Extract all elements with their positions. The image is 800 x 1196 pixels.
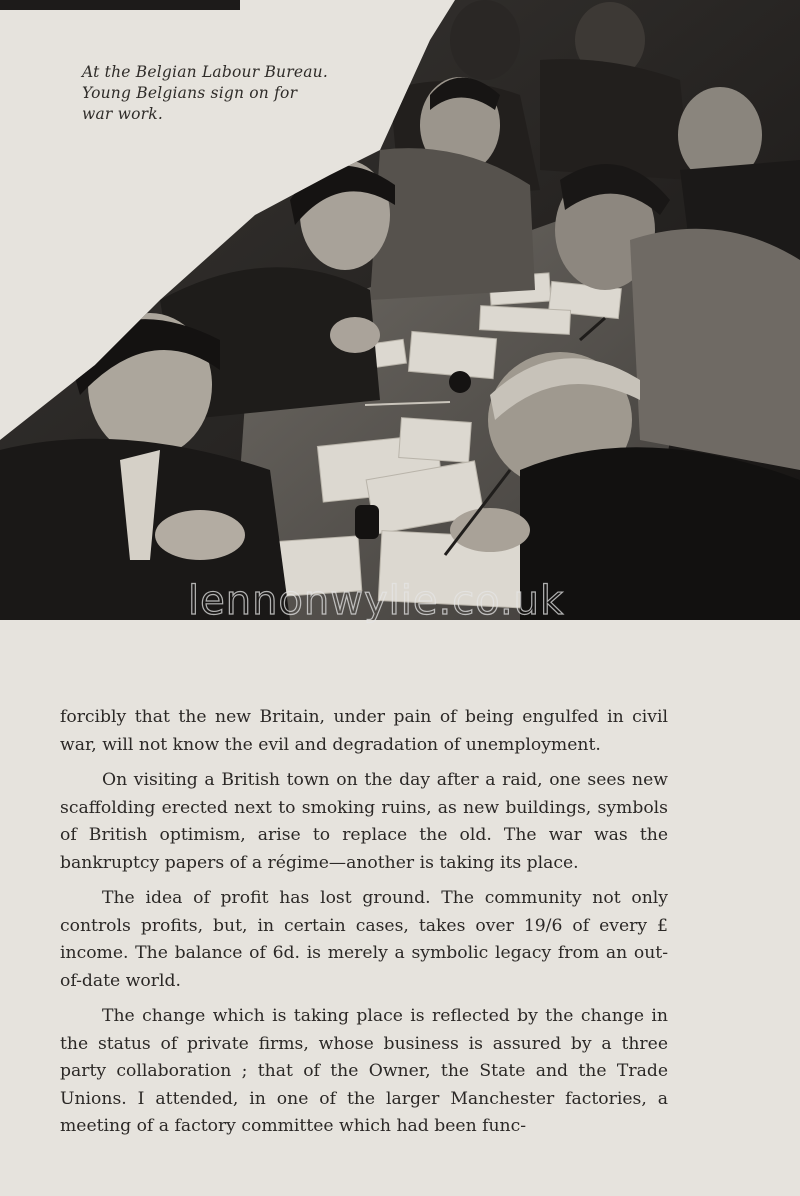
- caption-line: At the Belgian Labour Bureau.: [82, 63, 328, 81]
- paragraph: On visiting a British town on the day after a raid, one sees new scaffolding erected next to smoking ruins, as new buildings, symbols of British optimism, arise to replace the old. The war was the bankruptcy papers of a régime—another is taking its place.: [60, 770, 668, 873]
- caption-line: Young Belgians sign on for: [82, 84, 298, 102]
- photo-caption: [82, 62, 342, 125]
- watermark: lennonwylie.co.uk: [188, 578, 565, 624]
- paragraph: The change which is taking place is reflected by the change in the status of private firms, whose business is assured by a three party collaboration ; that of the Owner, the State and the Trade Unions. I attended, in one of the larger Manchester factories, a meeting of a factory committee which had been func-: [60, 1006, 668, 1136]
- body-text: [60, 704, 668, 1149]
- caption-line: war work.: [82, 105, 163, 123]
- paragraph: The idea of profit has lost ground. The community not only controls profits, but, in certain cases, takes over 19/6 of every £ income. The balance of 6d. is merely a symbolic legacy from an out-of-date world.: [60, 888, 668, 991]
- paragraph: forcibly that the new Britain, under pain of being engulfed in civil war, will not know the evil and degradation of unemployment.: [60, 707, 668, 755]
